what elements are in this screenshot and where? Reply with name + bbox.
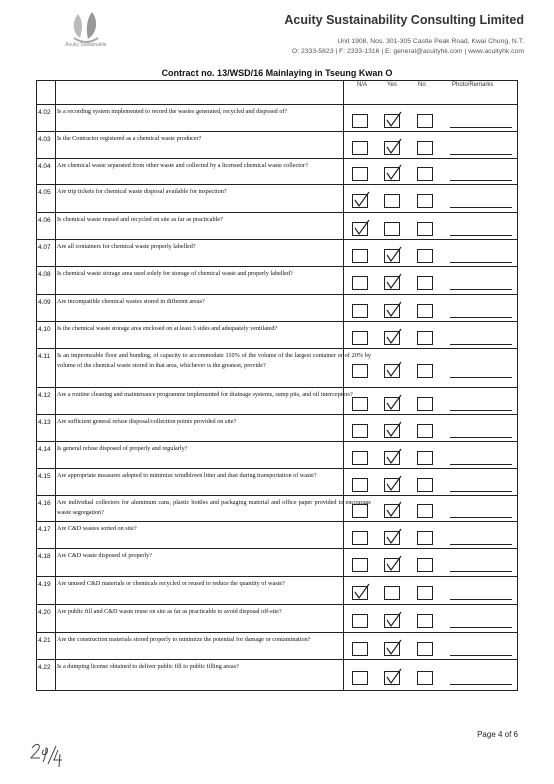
checkbox-no[interactable] <box>417 249 433 263</box>
item-number: 4.17 <box>38 526 51 533</box>
checkbox-no[interactable] <box>417 304 433 318</box>
item-question: Is general refuse disposed of properly and regularly? <box>57 445 188 452</box>
checkbox-na[interactable] <box>352 671 368 685</box>
remarks-line[interactable] <box>450 684 512 685</box>
item-question: Is chemical waste reused and recycled on site as far as practicable? <box>57 216 223 223</box>
table-row <box>36 521 518 548</box>
remarks-line[interactable] <box>450 571 512 572</box>
column-header-yes: Yes <box>387 82 397 88</box>
remarks-line[interactable] <box>450 410 512 411</box>
company-contact: O: 2333-5823 | F: 2333-1316 | E: general@acuityhk.com | www.acuityhk.com <box>291 48 524 55</box>
item-number: 4.05 <box>38 189 51 196</box>
table-row <box>36 212 518 239</box>
remarks-line[interactable] <box>450 599 512 600</box>
remarks-line[interactable] <box>450 544 512 545</box>
checkbox-na[interactable] <box>352 586 368 600</box>
item-number: 4.15 <box>38 473 51 480</box>
checkbox-no[interactable] <box>417 451 433 465</box>
checkbox-no[interactable] <box>417 671 433 685</box>
item-question: Is the Contractor registered as a chemical waste producer? <box>57 135 202 142</box>
checkbox-no[interactable] <box>417 614 433 628</box>
checkbox-no[interactable] <box>417 276 433 290</box>
checkbox-no[interactable] <box>417 531 433 545</box>
item-number: 4.19 <box>38 581 51 588</box>
handwritten-note-signature <box>28 740 68 770</box>
remarks-line[interactable] <box>450 180 512 181</box>
checkbox-na[interactable] <box>352 114 368 128</box>
checkbox-no[interactable] <box>417 364 433 378</box>
checkbox-na[interactable] <box>352 141 368 155</box>
checkbox-na[interactable] <box>352 222 368 236</box>
item-number: 4.22 <box>38 664 51 671</box>
remarks-line[interactable] <box>450 437 512 438</box>
table-row <box>36 184 518 212</box>
checkbox-no[interactable] <box>417 424 433 438</box>
checkbox-no[interactable] <box>417 478 433 492</box>
item-number: 4.07 <box>38 244 51 251</box>
remarks-line[interactable] <box>450 207 512 208</box>
remarks-line[interactable] <box>450 344 512 345</box>
checkbox-yes[interactable] <box>384 671 400 685</box>
item-question: Are a routine cleaning and maintenance programme implemented for drainage systems, sump pits, and oil interceptors? <box>57 391 353 398</box>
table-row <box>36 158 518 184</box>
checkbox-yes[interactable] <box>384 331 400 345</box>
item-number: 4.11 <box>38 353 51 360</box>
checkbox-no[interactable] <box>417 222 433 236</box>
remarks-line[interactable] <box>450 491 512 492</box>
checkbox-na[interactable] <box>352 642 368 656</box>
letterhead <box>0 0 554 66</box>
remarks-line[interactable] <box>450 464 512 465</box>
checkbox-yes[interactable] <box>384 276 400 290</box>
company-name: Acuity Sustainability Consulting Limited <box>284 13 524 27</box>
remarks-line[interactable] <box>450 154 512 155</box>
item-number: 4.04 <box>38 163 51 170</box>
checkbox-na[interactable] <box>352 249 368 263</box>
checkbox-yes[interactable] <box>384 114 400 128</box>
checkbox-yes[interactable] <box>384 586 400 600</box>
checkbox-no[interactable] <box>417 141 433 155</box>
item-question: Are C&D waste disposed of properly? <box>57 552 153 559</box>
checkbox-na[interactable] <box>352 276 368 290</box>
checkbox-na[interactable] <box>352 194 368 208</box>
remarks-line[interactable] <box>450 127 512 128</box>
item-question: Are individual collectors for aluminum cans, plastic bottles and packaging material and office paper provided to encourage waste segregation? <box>57 499 371 516</box>
item-question: Are chemical waste separated from other waste and collected by a licensed chemical waste collector? <box>57 162 308 169</box>
remarks-line[interactable] <box>450 627 512 628</box>
checkbox-yes[interactable] <box>384 249 400 263</box>
checkbox-yes[interactable] <box>384 531 400 545</box>
checkbox-yes[interactable] <box>384 167 400 181</box>
item-question: Are the construction materials stored properly to minimize the potential for damage or contamination? <box>57 636 311 643</box>
checkbox-yes[interactable] <box>384 614 400 628</box>
company-address: Unit 1908, Nos. 301-305 Castle Peak Road, Kwai Chung, N.T. <box>337 38 524 45</box>
contract-title: Contract no. 13/WSD/16 Mainlaying in Tseung Kwan O <box>161 68 393 78</box>
item-question: Are all containers for chemical waste properly labelled? <box>57 243 196 250</box>
remarks-line[interactable] <box>450 377 512 378</box>
item-number: 4.06 <box>38 217 51 224</box>
checkbox-no[interactable] <box>417 397 433 411</box>
table-row <box>36 632 518 659</box>
item-question: Is the chemical waste storage area enclosed on at least 3 sides and adequately ventilated? <box>57 325 278 332</box>
checkbox-no[interactable] <box>417 167 433 181</box>
checkbox-yes[interactable] <box>384 194 400 208</box>
table-row <box>36 294 518 321</box>
table-row <box>36 659 518 690</box>
remarks-line[interactable] <box>450 517 512 518</box>
table-row <box>36 441 518 468</box>
checkbox-yes[interactable] <box>384 397 400 411</box>
table-row <box>36 348 518 387</box>
remarks-line[interactable] <box>450 317 512 318</box>
checkbox-na[interactable] <box>352 478 368 492</box>
item-question: Are public fill and C&D waste reuse on site as far as practicable to avoid disposal off-site? <box>57 608 282 615</box>
checkbox-na[interactable] <box>352 397 368 411</box>
company-logo-icon <box>50 8 122 62</box>
item-number: 4.13 <box>38 419 51 426</box>
column-header-remarks: Photo/Remarks <box>452 82 494 88</box>
checkbox-na[interactable] <box>352 364 368 378</box>
checkbox-na[interactable] <box>352 167 368 181</box>
remarks-line[interactable] <box>450 262 512 263</box>
table-row <box>36 414 518 441</box>
item-number: 4.20 <box>38 609 51 616</box>
checkbox-na[interactable] <box>352 504 368 518</box>
item-number: 4.08 <box>38 271 51 278</box>
page-number: Page 4 of 6 <box>477 730 518 739</box>
checkbox-na[interactable] <box>352 614 368 628</box>
checkbox-yes[interactable] <box>384 304 400 318</box>
checkbox-na[interactable] <box>352 558 368 572</box>
checkbox-no[interactable] <box>417 558 433 572</box>
remarks-line[interactable] <box>450 655 512 656</box>
checkbox-yes[interactable] <box>384 504 400 518</box>
remarks-line[interactable] <box>450 289 512 290</box>
item-question: Are trip tickets for chemical waste disposal available for inspection? <box>57 188 227 195</box>
checkbox-no[interactable] <box>417 504 433 518</box>
item-question: Are C&D wastes sorted on site? <box>57 525 137 532</box>
checkbox-no[interactable] <box>417 586 433 600</box>
item-number: 4.18 <box>38 553 51 560</box>
item-number: 4.12 <box>38 392 51 399</box>
item-number: 4.14 <box>38 446 51 453</box>
checkbox-no[interactable] <box>417 331 433 345</box>
table-row <box>36 548 518 576</box>
logo-caption: Acuity Sustainable <box>65 42 107 48</box>
item-number: 4.10 <box>38 326 51 333</box>
table-row <box>36 576 518 604</box>
column-header-na: N/A <box>357 82 368 88</box>
item-number: 4.21 <box>38 637 51 644</box>
item-question: Is chemical waste storage area used solely for storage of chemical waste and properly labelled? <box>57 270 293 277</box>
checkbox-na[interactable] <box>352 331 368 345</box>
item-question: Are unused C&D materials or chemicals recycled or reused to reduce the quantity of waste? <box>57 580 285 587</box>
item-question: Is a dumping license obtained to deliver public fill to public filling areas? <box>57 663 239 670</box>
checkbox-yes[interactable] <box>384 478 400 492</box>
checkbox-no[interactable] <box>417 114 433 128</box>
item-number: 4.02 <box>38 109 51 116</box>
item-question: Are incompatible chemical wastes stored in different areas? <box>57 298 205 305</box>
item-question: Is a recording system implemented to record the wastes generated, recycled and disposed of? <box>57 108 288 115</box>
checkbox-yes[interactable] <box>384 141 400 155</box>
table-row <box>36 321 518 348</box>
checkbox-yes[interactable] <box>384 642 400 656</box>
checkbox-na[interactable] <box>352 451 368 465</box>
item-question: Is an impermeable floor and bunding, of capacity to accommodate 110% of the volume of the largest container or of 20% by volume of the chemical waste stored in that area, whichever is the greatest, provide? <box>57 352 371 369</box>
checkbox-na[interactable] <box>352 531 368 545</box>
checkbox-yes[interactable] <box>384 451 400 465</box>
table-row <box>36 266 518 294</box>
item-question: Are sufficient general refuse disposal/collection points provided on site? <box>57 418 237 425</box>
item-number: 4.03 <box>38 136 51 143</box>
checkbox-yes[interactable] <box>384 424 400 438</box>
checkbox-no[interactable] <box>417 642 433 656</box>
checkbox-yes[interactable] <box>384 222 400 236</box>
table-row <box>36 604 518 632</box>
table-row <box>36 468 518 495</box>
table-row <box>36 239 518 266</box>
column-header-no: No <box>418 82 426 88</box>
item-number: 4.16 <box>38 500 51 507</box>
item-number: 4.09 <box>38 299 51 306</box>
checkbox-yes[interactable] <box>384 558 400 572</box>
checkbox-na[interactable] <box>352 424 368 438</box>
remarks-line[interactable] <box>450 235 512 236</box>
table-row <box>36 131 518 158</box>
table-row <box>36 104 518 131</box>
table-row <box>36 387 518 414</box>
checkbox-na[interactable] <box>352 304 368 318</box>
table-row <box>36 495 518 521</box>
checkbox-no[interactable] <box>417 194 433 208</box>
checkbox-yes[interactable] <box>384 364 400 378</box>
item-question: Are appropriate measures adopted to minimize windblown litter and dust during transportation of waste? <box>57 472 317 479</box>
